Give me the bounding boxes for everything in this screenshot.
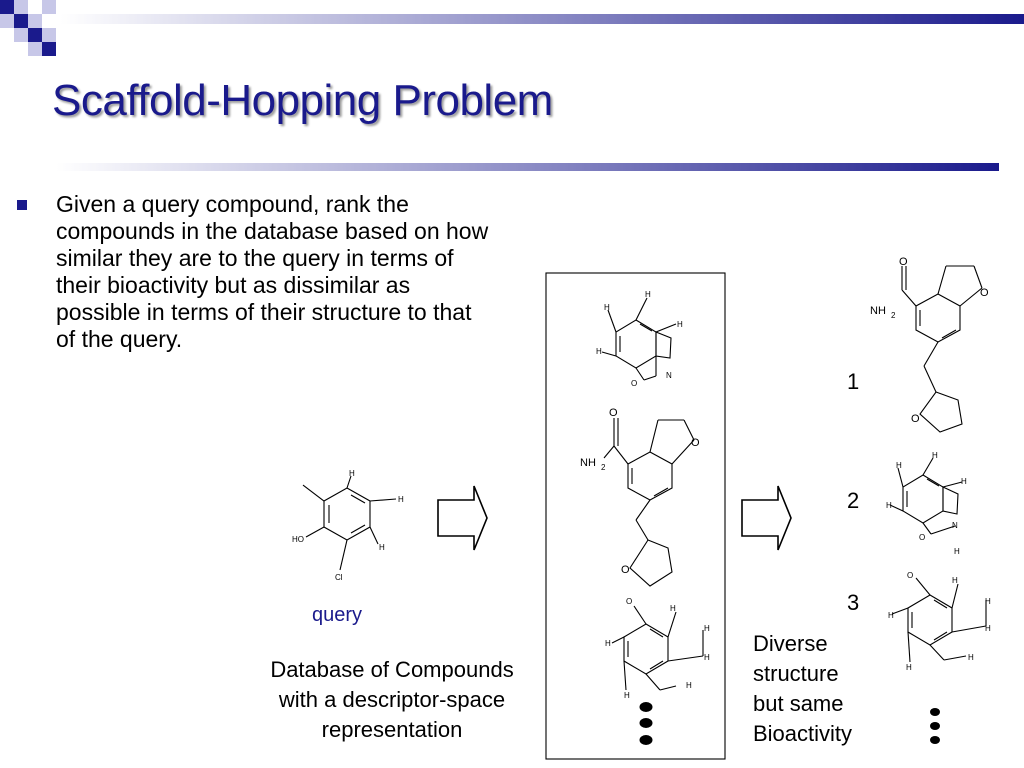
svg-text:O: O [631, 379, 638, 388]
svg-text:O: O [621, 564, 630, 576]
svg-text:O: O [899, 256, 908, 268]
svg-text:H: H [985, 624, 991, 633]
svg-text:H: H [985, 597, 991, 606]
svg-text:H: H [906, 663, 912, 672]
svg-text:O: O [609, 407, 618, 419]
rank-3: 3 [847, 590, 860, 615]
svg-text:H: H [952, 576, 958, 585]
svg-text:O: O [691, 437, 700, 449]
svg-text:O: O [911, 413, 920, 425]
svg-text:2: 2 [601, 463, 606, 472]
database-label-line: with a descriptor-space [278, 687, 506, 712]
svg-text:H: H [349, 469, 355, 478]
svg-text:NH: NH [580, 457, 596, 469]
svg-text:O: O [980, 287, 989, 299]
svg-text:H: H [645, 290, 651, 299]
svg-text:H: H [886, 501, 892, 510]
rank-2: 2 [847, 488, 860, 513]
svg-text:H: H [896, 461, 902, 470]
ranked-molecule-3 [892, 578, 986, 662]
query-molecule [303, 476, 396, 570]
database-box [546, 273, 725, 759]
diverse-label-line: structure [753, 661, 839, 686]
slide-title: Scaffold-Hopping Problem [52, 76, 553, 125]
svg-text:O: O [626, 597, 633, 606]
svg-text:N: N [666, 371, 672, 380]
svg-text:H: H [379, 543, 385, 552]
svg-text:HO: HO [292, 535, 304, 544]
database-label-line: Database of Compounds [270, 657, 514, 682]
db-molecule-phenol [612, 606, 703, 690]
diverse-label-line: Bioactivity [753, 721, 853, 746]
svg-text:H: H [954, 547, 960, 556]
svg-text:Cl: Cl [335, 573, 343, 582]
svg-text:O: O [907, 571, 914, 580]
svg-text:H: H [596, 347, 602, 356]
diverse-label-line: Diverse [753, 631, 828, 656]
more-results-icon [930, 708, 940, 744]
svg-text:O: O [919, 533, 926, 542]
svg-text:H: H [704, 624, 710, 633]
db-molecule-benzoxazole [602, 298, 676, 380]
svg-text:2: 2 [891, 311, 896, 320]
svg-text:H: H [932, 451, 938, 460]
svg-text:H: H [968, 653, 974, 662]
database-label [246, 655, 538, 745]
db-molecule-amide [604, 418, 694, 586]
svg-text:H: H [677, 320, 683, 329]
arrow-right-icon [742, 486, 791, 550]
svg-text:H: H [961, 477, 967, 486]
svg-text:H: H [704, 653, 710, 662]
svg-text:H: H [624, 691, 630, 700]
svg-text:H: H [605, 639, 611, 648]
more-compounds-icon [640, 702, 653, 745]
bullet-text: Given a query compound, rank the compounds in the database based on how similar they are to the query in terms of their bioactivity but as dissimilar as possible in terms of their structure to that of the query. [56, 191, 489, 352]
diverse-label [753, 629, 852, 749]
query-label: query [312, 604, 363, 626]
svg-text:H: H [398, 495, 404, 504]
rank-1: 1 [847, 369, 860, 394]
svg-text:H: H [604, 303, 610, 312]
svg-text:NH: NH [870, 305, 886, 317]
diverse-label-line: but same [753, 691, 844, 716]
arrow-right-icon [438, 486, 487, 550]
ranked-molecule-1 [902, 266, 982, 432]
database-label-line: representation [321, 717, 463, 742]
svg-text:H: H [670, 604, 676, 613]
svg-text:H: H [888, 611, 894, 620]
svg-text:N: N [952, 521, 958, 530]
svg-text:H: H [686, 681, 692, 690]
